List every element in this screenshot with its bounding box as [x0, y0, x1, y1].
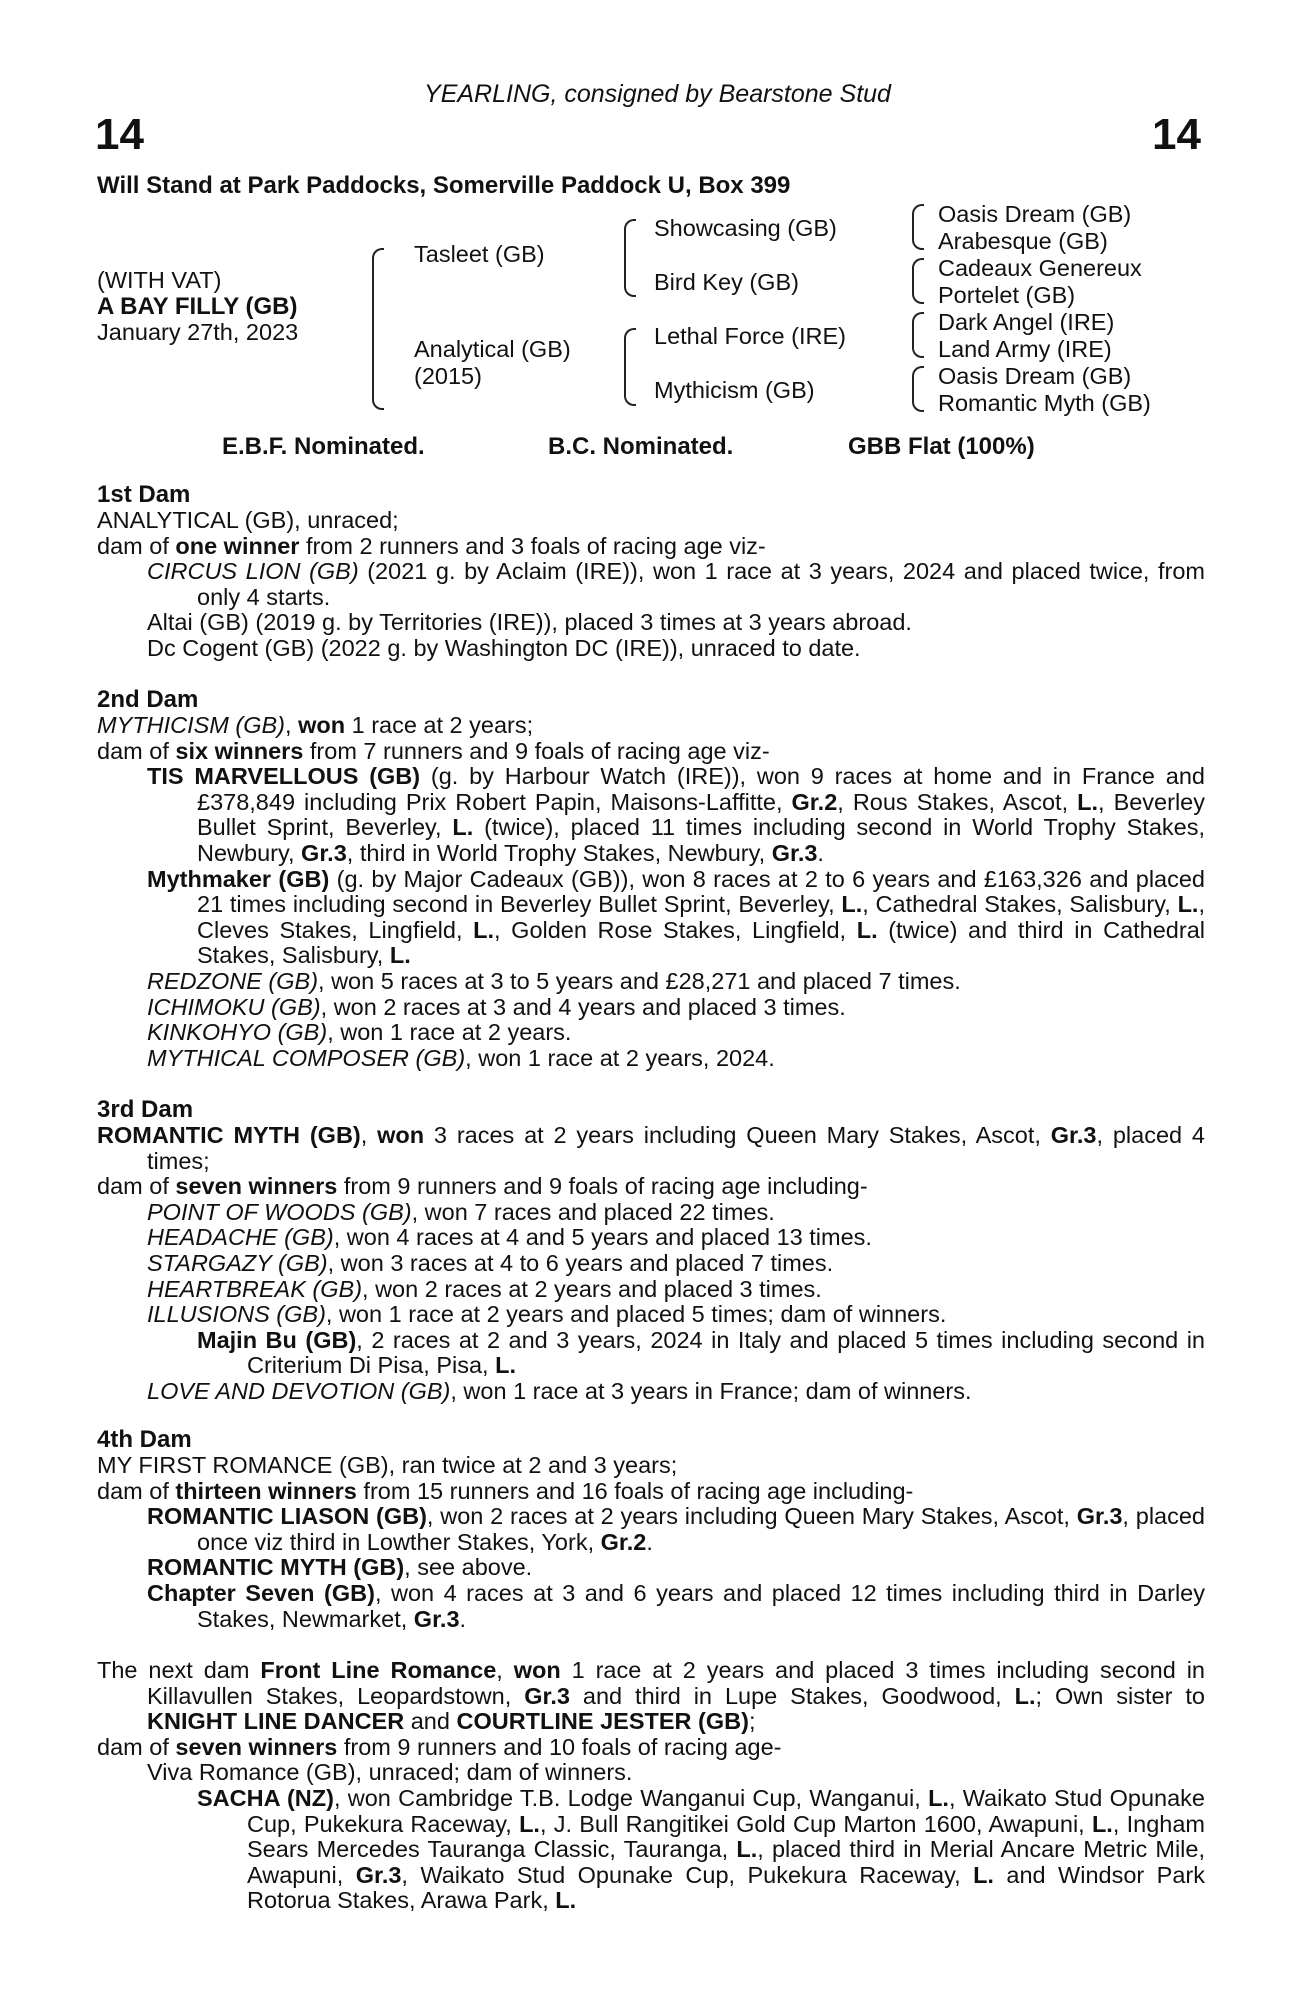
second-dam-name: MYTHICISM (GB), won 1 race at 2 years; — [97, 712, 534, 738]
pedigree-bracket-g3 — [912, 312, 924, 358]
pedigree-dam-year: (2015) — [414, 363, 482, 389]
second-dam-progeny-2: Mythmaker (GB) (g. by Major Cadeaux (GB)), won 8 races at 2 to 6 years and £163,326 and placed 21 times including second in Beverley Bullet Sprint, Beverley, L., Cathedral Stakes, Salisbury, L., Cleves Stakes, Lingfield, L., Golden Rose Stakes, Lingfield, L. (twice) and third in Cathedral Stakes, Salisbury, L. — [147, 865, 1206, 969]
first-dam-name: ANALYTICAL (GB), unraced; — [97, 507, 399, 533]
first-dam-heading: 1st Dam — [97, 481, 191, 508]
third-dam-progeny-1: POINT OF WOODS (GB), won 7 races and placed 22 times. — [147, 1198, 775, 1225]
third-dam-progeny-4: HEARTBREAK (GB), won 2 races at 2 years and placed 3 times. — [147, 1275, 822, 1302]
next-dam-progeny-1: Viva Romance (GB), unraced; dam of winners. — [147, 1759, 633, 1786]
horse-name: A BAY FILLY (GB) — [97, 293, 298, 320]
third-dam-heading: 3rd Dam — [97, 1096, 194, 1123]
pedigree-bracket-g4 — [912, 366, 924, 412]
pedigree-bracket-sire — [624, 219, 636, 297]
third-dam-progeny-5: ILLUSIONS (GB), won 1 race at 2 years and placed 5 times; dam of winners. — [147, 1301, 947, 1328]
second-dam-progeny-3: REDZONE (GB), won 5 races at 3 to 5 years and £28,271 and placed 7 times. — [147, 967, 961, 994]
vat-note: (WITH VAT) — [97, 267, 222, 293]
next-dam-grandprogeny-1: SACHA (NZ), won Cambridge T.B. Lodge Wanganui Cup, Wanganui, L., Waikato Stud Opunake Cup, Pukekura Raceway, L., J. Bull Rangitikei Gold Cup Marton 1600, Awapuni, L., Ingham Sears Mercedes Tauranga Classic, Tauranga, L., placed third in Merial Ancare Metric Mile, Awapuni, Gr.3, Waikato Stud Opunake Cup, Pukekura Raceway, L. and Windsor Park Rotorua Stakes, Arawa Park, L. — [197, 1784, 1205, 1914]
pedigree-bracket-dam — [624, 328, 636, 406]
second-dam-progeny-6: MYTHICAL COMPOSER (GB), won 1 race at 2 years, 2024. — [147, 1044, 775, 1071]
second-dam-section — [97, 687, 1205, 1071]
pedigree-gg2: Arabesque (GB) — [938, 228, 1108, 254]
pedigree-sire: Tasleet (GB) — [414, 241, 545, 267]
third-dam-summary: dam of seven winners from 9 runners and 9 foals of racing age including- — [97, 1173, 868, 1200]
gbb-flat: GBB Flat (100%) — [848, 433, 1035, 460]
pedigree-dam-sire: Lethal Force (IRE) — [654, 323, 846, 349]
first-dam-progeny-3: Dc Cogent (GB) (2022 g. by Washington DC (IRE)), unraced to date. — [147, 634, 861, 661]
next-dam-intro: The next dam Front Line Romance, won 1 race at 2 years and placed 3 times including second in Killavullen Stakes, Leopardstown, Gr.3 and third in Lupe Stakes, Goodwood, L.; Own sister to KNIGHT LINE DANCER and COURTLINE JESTER (GB); — [97, 1657, 1205, 1735]
bc-nomination: B.C. Nominated. — [548, 433, 734, 460]
fourth-dam-progeny-2: ROMANTIC MYTH (GB), see above. — [147, 1554, 533, 1581]
third-dam-section — [97, 1097, 1205, 1405]
pedigree-gg5: Dark Angel (IRE) — [938, 309, 1115, 335]
pedigree-bracket-main — [372, 248, 384, 410]
pedigree-bracket-g1 — [912, 204, 924, 250]
fourth-dam-heading: 4th Dam — [97, 1426, 192, 1453]
third-dam-progeny-6: LOVE AND DEVOTION (GB), won 1 race at 3 years in France; dam of winners. — [147, 1377, 972, 1404]
fourth-dam-section — [97, 1427, 1205, 1632]
catalogue-subtitle: YEARLING, consigned by Bearstone Stud — [424, 80, 891, 108]
pedigree-gg3: Cadeaux Genereux — [938, 255, 1142, 281]
fourth-dam-progeny-1: ROMANTIC LIASON (GB), won 2 races at 2 years including Queen Mary Stakes, Ascot, Gr.3, placed once viz third in Lowther Stakes, York, Gr.2. — [147, 1503, 1205, 1555]
pedigree-gg6: Land Army (IRE) — [938, 336, 1112, 362]
first-dam-summary: dam of one winner from 2 runners and 3 foals of racing age viz- — [97, 532, 766, 559]
fourth-dam-summary: dam of thirteen winners from 15 runners and 16 foals of racing age including- — [97, 1477, 914, 1504]
second-dam-progeny-5: KINKOHYO (GB), won 1 race at 2 years. — [147, 1019, 572, 1046]
lot-number-right: 14 — [1152, 110, 1201, 159]
second-dam-progeny-1: TIS MARVELLOUS (GB) (g. by Harbour Watch (IRE)), won 9 races at home and in France and £378,849 including Prix Robert Papin, Maisons-Laffitte, Gr.2, Rous Stakes, Ascot, L., Beverley Bullet Sprint, Beverley, L. (twice), placed 11 times including second in World Trophy Stakes, Newbury, Gr.3, third in World Trophy Stakes, Newbury, Gr.3. — [147, 763, 1205, 866]
pedigree-dam-dam: Mythicism (GB) — [654, 377, 815, 403]
stable-location: Will Stand at Park Paddocks, Somerville Paddock U, Box 399 — [97, 172, 791, 199]
third-dam-name: ROMANTIC MYTH (GB), won 3 races at 2 years including Queen Mary Stakes, Ascot, Gr.3, placed 4 times; — [97, 1122, 1205, 1174]
third-dam-grandprogeny-1: Majin Bu (GB), 2 races at 2 and 3 years, 2024 in Italy and placed 5 times including second in Criterium Di Pisa, Pisa, L. — [197, 1326, 1206, 1379]
next-dam-summary: dam of seven winners from 9 runners and 10 foals of racing age- — [97, 1733, 782, 1760]
next-dam-section — [97, 1658, 1205, 1914]
second-dam-progeny-4: ICHIMOKU (GB), won 2 races at 3 and 4 years and placed 3 times. — [147, 993, 846, 1020]
fourth-dam-name: MY FIRST ROMANCE (GB), ran twice at 2 and 3 years; — [97, 1452, 678, 1478]
fourth-dam-progeny-3: Chapter Seven (GB), won 4 races at 3 and 6 years and placed 12 times including third in Darley Stakes, Newmarket, Gr.3. — [147, 1579, 1205, 1632]
pedigree-sire-sire: Showcasing (GB) — [654, 215, 837, 241]
pedigree-dam: Analytical (GB) — [414, 336, 571, 362]
pedigree-gg1: Oasis Dream (GB) — [938, 201, 1132, 227]
pedigree-gg4: Portelet (GB) — [938, 282, 1076, 308]
first-dam-section — [97, 482, 1205, 662]
pedigree-bracket-g2 — [912, 258, 924, 304]
ebf-nomination: E.B.F. Nominated. — [222, 433, 425, 460]
third-dam-progeny-3: STARGAZY (GB), won 3 races at 4 to 6 years and placed 7 times. — [147, 1249, 834, 1276]
pedigree-gg7: Oasis Dream (GB) — [938, 363, 1132, 389]
lot-number-left: 14 — [95, 110, 144, 159]
third-dam-progeny-2: HEADACHE (GB), won 4 races at 4 and 5 years and placed 13 times. — [147, 1224, 872, 1251]
foaling-date: January 27th, 2023 — [97, 319, 299, 345]
pedigree-sire-dam: Bird Key (GB) — [654, 269, 799, 295]
second-dam-summary: dam of six winners from 7 runners and 9 foals of racing age viz- — [97, 737, 770, 764]
pedigree-gg8: Romantic Myth (GB) — [938, 390, 1151, 416]
first-dam-progeny-1: CIRCUS LION (GB) (2021 g. by Aclaim (IRE)), won 1 race at 3 years, 2024 and placed twice, from only 4 starts. — [147, 558, 1205, 610]
second-dam-heading: 2nd Dam — [97, 686, 199, 713]
first-dam-progeny-2: Altai (GB) (2019 g. by Territories (IRE)), placed 3 times at 3 years abroad. — [147, 609, 912, 636]
